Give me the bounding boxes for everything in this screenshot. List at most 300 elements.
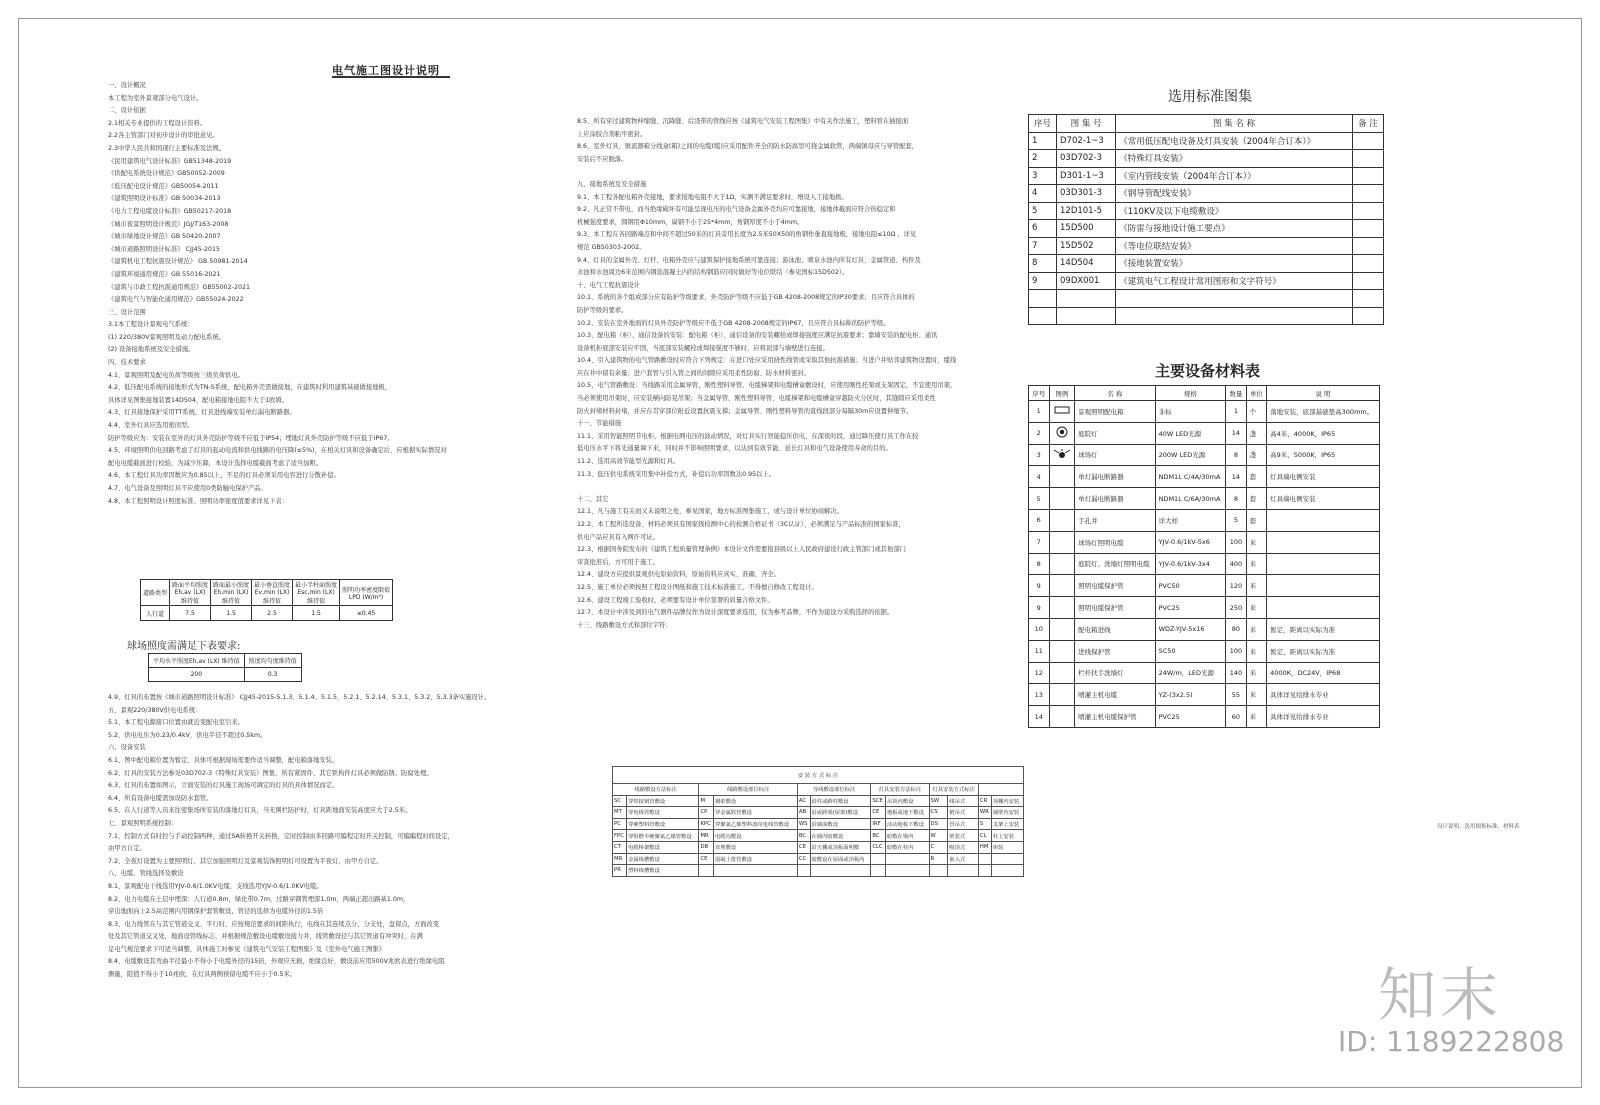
table-row [1029, 255, 1384, 273]
table-cell [1352, 237, 1383, 255]
table-cell: AB [797, 807, 810, 819]
note-line: 安装后不应脱落。 [577, 155, 628, 163]
legend-cell [1049, 662, 1075, 684]
table-cell [885, 853, 929, 865]
table-header-cell: 线路敷设部位标注 [699, 784, 797, 796]
table-cell: 盏 [1246, 422, 1267, 444]
table-cell: 管吊式 [948, 818, 979, 830]
table-cell: 200 [149, 668, 245, 682]
table-cell: 14D504 [1057, 255, 1116, 273]
table-cell: CE [871, 807, 886, 819]
table-cell [1029, 290, 1057, 308]
image-id: ID: 1189222808 [1338, 1025, 1565, 1058]
table-row [1029, 662, 1380, 684]
table-cell: 12 [1029, 662, 1050, 684]
table-cell: 米 [1246, 684, 1267, 706]
table-cell: 沿柱或跨柱敷设 [810, 795, 871, 807]
note-line: 处及其它管道交叉处，地面设管线标志，并根据规范敷设电缆敷设接力井，线管敷设径与其它管道有冲突时，在满 [108, 933, 423, 941]
table-cell: 电缆桥架敷设 [627, 841, 699, 853]
note-line: 10.3、配电箱（柜）、通信设备的安装：配电箱（柜）、通信设备的安装螺栓或焊接强度应满足抗震要求；靠墙安装的配电柜、通讯 [577, 332, 938, 340]
equipment-table-title: 主要设备材料表 [1155, 362, 1261, 380]
table-cell: 100 [1226, 640, 1247, 662]
table-cell [948, 865, 979, 877]
table-cell: 5 [1226, 509, 1247, 531]
table-cell: 灯具端电侧安装 [1267, 488, 1380, 510]
note-line: 低电压水平下将光通量调下来，同时并不影响照明要求，以达到有效节能、延长灯具和电气设备使用寿命的目的。 [577, 445, 892, 453]
note-line: 11.2、选用高效节能型光源和灯具。 [577, 458, 680, 466]
table-cell [1352, 290, 1383, 308]
table-cell: 喷灌主机电缆保护管 [1075, 706, 1155, 728]
table-cell: MR [613, 853, 627, 865]
table-header-cell: 规格 [1155, 386, 1226, 401]
table-cell: 照明电缆保护管 [1075, 597, 1155, 619]
table-cell: 米 [1246, 553, 1267, 575]
table-cell: S [978, 818, 991, 830]
table-cell: 《特殊灯具安装》 [1116, 150, 1353, 168]
table-cell: IRF [871, 818, 886, 830]
table-cell: 2 [1029, 150, 1057, 168]
table-cell: CR [978, 795, 991, 807]
note-line: 8.6、室外灯具、镇流器箱分线盒(箱)之间的电缆(缆)应采用配件齐全的防水防腐型可挠金属软管，两端镇母应与导管配套， [577, 143, 918, 151]
table-cell: SC [613, 795, 627, 807]
note-line: 《建筑机电工程抗震设计规范》 GB 50981-2014 [108, 258, 248, 266]
table-header-cell: 道路类型 [141, 580, 170, 606]
table-row [1029, 150, 1384, 168]
table-row [1029, 444, 1380, 466]
note-line: 《城市绿地设计规范》GB 50420-2007 [108, 233, 221, 241]
left-column-notes [108, 80, 447, 508]
table-cell: 7.5 [170, 606, 211, 621]
legend-cell [1049, 684, 1075, 706]
table-cell [1352, 255, 1383, 273]
legend-cell [1049, 401, 1075, 423]
note-line: 11.1、采用智能照明节电柜，根据电网电压的波动情况，对灯具实行智能稳压供电，在深夜时段，通过降压使灯具工作在较 [577, 432, 919, 440]
note-line: 4.6、本工程灯具功率因数应为0.85以上，不足的灯具必须采用电容进行分散补偿。 [108, 472, 340, 480]
table-cell: 14 [1226, 466, 1247, 488]
table-cell: 10 [1029, 618, 1050, 640]
table-row [613, 865, 1024, 877]
table-cell: YZ-(3x2.5) [1155, 684, 1226, 706]
table-cell: 球场灯照明电缆 [1075, 531, 1155, 553]
note-line: 穿出地面向上2.5高范围内用钢保护套管敷设，管径的选择为电缆外径的1.5倍 [108, 908, 324, 916]
table-cell [1267, 597, 1380, 619]
note-line: 机械强度要求，圆钢用Φ10mm，扁钢不小于25*4mm，角钢厚度不小于4mm。 [577, 218, 804, 226]
table-cell: DS [929, 818, 948, 830]
note-line: 《电力工程电缆设计标准》GB50217-2018 [108, 207, 232, 215]
table-cell: YJV-0.6/1kV-3x4 [1155, 553, 1226, 575]
table-cell: 250 [1226, 597, 1247, 619]
table-cell: PVC25 [1155, 597, 1226, 619]
table-cell: 3 [1029, 167, 1057, 185]
table-cell: 落地安装，底部基础垫高300mm。 [1267, 401, 1380, 423]
table-cell: D702-1~3 [1057, 132, 1116, 150]
table-cell: SW [929, 795, 948, 807]
table-row [1029, 307, 1384, 325]
note-line: 10.5、电气管路敷设：当线路采用金属导管、刚性塑料导管、电缆梯架和电缆槽盒敷设时，应使用刚性托架或支架固定，不宜使用吊架， [577, 382, 957, 390]
table-cell [871, 853, 886, 865]
table-cell: 吸顶式 [948, 841, 979, 853]
table-cell: 《等电位联结安装》 [1116, 237, 1353, 255]
table-cell [929, 865, 948, 877]
table-row [1029, 167, 1384, 185]
table-row [1029, 237, 1384, 255]
table-cell: 穿焊接钢管敷设 [627, 795, 699, 807]
note-line: 足电气规范要求下可适当调整，具体施工时参见《建筑电气安装工程图集》及《室外电气施工图集》 [108, 945, 386, 953]
table-row [1029, 640, 1380, 662]
table-cell: 8 [1029, 255, 1057, 273]
table-cell: 200W LED光源 [1155, 444, 1226, 466]
note-line: 4.4、室外灯具应选用密闭型。 [108, 422, 194, 430]
table-cell: FPC [613, 830, 627, 842]
table-cell: 嵌入式 [948, 853, 979, 865]
table-cell: 直埋敷设 [713, 841, 797, 853]
table-cell: 暂定，距离以实际为准 [1267, 618, 1380, 640]
table-row [613, 841, 1024, 853]
table-cell: 套 [1246, 488, 1267, 510]
table-cell: WR [978, 807, 991, 819]
note-line [577, 166, 956, 179]
note-line: 4.2、低压配电系统的接地形式为TN-S系统，配电箱外壳需做接地，在建筑时利用建筑基础做接地极， [108, 384, 392, 392]
table-cell: 《常用低压配电设备及灯具安装（2004年合订本）》 [1116, 132, 1353, 150]
table-cell: DB [699, 841, 714, 853]
table-cell: 混凝土排管敷设 [713, 853, 797, 865]
table-header-cell: 路面最小照度 Eh,min (LX) 维持值 [211, 580, 252, 606]
table-cell: 穿聚氯乙烯塑料波纹电线管敷设 [713, 818, 797, 830]
table-cell: 球场灯 [1075, 444, 1155, 466]
table-cell: CC [797, 853, 810, 865]
lighting-standard-table [140, 579, 393, 621]
note-line: 测量，阻值不得小于10兆欧，在灯具两侧预留电缆不应小于0.5米。 [108, 971, 297, 979]
table-cell: 7 [1029, 531, 1050, 553]
legend-cell [1049, 618, 1075, 640]
note-line: 审查批准后，方可用于施工。 [577, 558, 659, 566]
note-line: 《建筑照明设计标准》GB 50034-2013 [108, 195, 221, 203]
table-cell: ≤0.45 [340, 606, 393, 621]
table-cell [1116, 290, 1353, 308]
table-cell: 活动地板下敷设 [885, 818, 929, 830]
table-cell [1352, 132, 1383, 150]
table-header-cell: 灯具安装方式标注 [929, 784, 978, 796]
table-row [1029, 575, 1380, 597]
table-cell: 吊顶内敷设 [885, 795, 929, 807]
table-cell: 1 [1029, 132, 1057, 150]
table-cell: 1.5 [211, 606, 252, 621]
legend-cell [1049, 466, 1075, 488]
table-cell: 穿阻燃半硬聚氯乙烯管敷设 [627, 830, 699, 842]
note-line: 4.3、灯具接地保护采用TT系统，灯具进线端安装单灯漏电断路器。 [108, 409, 296, 417]
table-cell: WS [797, 818, 810, 830]
table-row [1029, 684, 1380, 706]
table-cell: KPC [699, 818, 714, 830]
table-cell: CL [978, 830, 991, 842]
table-header-cell: 说 明 [1267, 386, 1380, 401]
table-cell: 6 [1029, 509, 1050, 531]
table-cell: 手孔井 [1075, 509, 1155, 531]
table-cell: 栏杆扶手洗墙灯 [1075, 662, 1155, 684]
note-line: 《低压配电设计规范》GB50054-2011 [108, 182, 219, 190]
note-line: 10.4、引入建筑物的电气管路敷设时应符合下列规定：在进口处应采用挠性线管或采取其他抗震措施；当进户井贴邻建筑物设置时，缆线 [577, 357, 957, 365]
standard-atlas-table [1028, 114, 1384, 325]
note-line: 八、电缆、管线选择及敷设 [108, 870, 184, 878]
table-cell: 2.5 [252, 606, 293, 621]
table-title-row [613, 767, 1024, 784]
table-header-cell: 导线敷设部位标注 [797, 784, 870, 796]
table-cell: 地板或地下敷设 [885, 807, 929, 819]
table-cell: 14 [1029, 706, 1050, 728]
note-line: 10.2、安装在室外地面的灯具外壳防护等级应不低于GB 4208-2008规定的IP67，且应符合具标称的防护等级。 [577, 319, 890, 327]
table-cell: 顶棚内安装 [991, 795, 1023, 807]
legend-cell [1049, 597, 1075, 619]
note-line: 10.1、系统的各个组成部分应有防护等级要求，外壳防护等级不应低于GB 4208-2008规定的IP30要求；且应符合具体的 [577, 294, 915, 302]
table-header-row [1029, 115, 1384, 133]
brand-logo: 知末 [1378, 961, 1503, 1029]
table-cell: 墙壁内安装 [991, 807, 1023, 819]
table-cell: 40W LED光源 [1155, 422, 1226, 444]
table-cell: MR [699, 830, 714, 842]
table-cell: 4 [1029, 466, 1050, 488]
table-cell: 60 [1226, 706, 1247, 728]
note-line: 12.2、本工程所选设备、材料必须具有国家级检测中心的检测合格证书（3C认证），必须满足与产品标准的国家标准， [577, 521, 905, 528]
table-cell [797, 865, 810, 877]
table-cell: 照明电缆保护管 [1075, 575, 1155, 597]
table-cell: 柱上安装 [991, 830, 1023, 842]
note-line: 2.1相关专业提供的工程设计资料。 [108, 119, 207, 127]
table-cell: 9 [1029, 597, 1050, 619]
table-cell: 沿或跨梁(屋架)敷设 [810, 807, 871, 819]
table-cell [1029, 307, 1057, 325]
table-cell: 100 [1226, 531, 1247, 553]
table-header-row [1029, 386, 1380, 401]
table-cell [885, 865, 929, 877]
table-cell: 米 [1246, 706, 1267, 728]
note-line: 11.3、低压供电系统采用集中补偿方式，补偿后功率因数达0.95以上。 [577, 470, 776, 478]
table-cell: 喷灌主机电缆 [1075, 684, 1155, 706]
table-cell: 2 [1029, 422, 1050, 444]
table-row [1029, 488, 1380, 510]
table-header-cell: 图 集 号 [1057, 115, 1116, 133]
table-cell: 1.5 [293, 606, 340, 621]
note-line: 8.1、景观配电干线选用YJV-0.6/1.0KV电缆，支线选用YJV-0.6/1.0KV电缆。 [108, 882, 323, 890]
table-cell [713, 865, 797, 877]
table-cell [699, 865, 714, 877]
note-line: 防护等级应为：安装在室外的灯具外壳防护等级不应低于IP54；埋地灯具外壳防护等级不应低于IP67。 [108, 434, 394, 442]
table-header-cell: 最小垂直照度 Ev,min (LX) 维持值 [252, 580, 293, 606]
table-header-row [613, 784, 1024, 796]
table-cell: 暗敷在梁内 [885, 830, 929, 842]
table-cell: 8 [1226, 488, 1247, 510]
note-line: 《城市夜景照明设计规范》JGJ/T163-2008 [108, 220, 229, 228]
table-cell: C [929, 841, 948, 853]
sport-lighting-table [148, 653, 302, 682]
table-cell [978, 865, 991, 877]
table-row [1029, 597, 1380, 619]
table-cell [1116, 307, 1353, 325]
note-line: 8.3、电力线管在与其它管道交叉、平行时，应按规范要求的间距执行，电线在其连续点分，分支处，盘留点，方面改变 [108, 920, 440, 928]
note-line: (1) 220/380V景观照明及动力配电系统。 [108, 333, 225, 341]
table-row [613, 807, 1024, 819]
table-cell: 暗敷在柱内 [885, 841, 929, 853]
installation-method-table [612, 766, 1024, 877]
table-cell: 详大样 [1155, 509, 1226, 531]
note-line: 9.1、本工程各配电箱外壳接地，要求接地电阻不大于1Ω，实测不满足要求时，增设人工接地极。 [577, 193, 848, 201]
table-cell: 盏 [1246, 444, 1267, 466]
table-cell: HM [978, 841, 991, 853]
table-cell [1267, 531, 1380, 553]
note-line: 十一、节能措施 [577, 420, 622, 428]
note-line: 六、设备安装 [108, 744, 146, 752]
note-line: 6.4、所有设备电缆需加设防水套管。 [108, 794, 213, 802]
note-line: 6.3、灯具的布置如图示，立面安装的灯具施工现场可调定的灯具的具体情况而定。 [108, 782, 339, 790]
note-line: 4.5、环境照明供电回路考虑了灯具的起动电流和供电线路的电压降(≤5%)，在相关灯具和设备确定后，应根据实际情况对 [108, 447, 447, 455]
table-row [1029, 553, 1380, 575]
table-cell: SC50 [1155, 640, 1226, 662]
table-cell: 庭院灯 [1075, 422, 1155, 444]
sport-light-icon [1053, 448, 1071, 462]
note-line: 4.1、景观照明及配电负荷等级按三级负荷供电。 [108, 371, 244, 379]
table-cell: 链吊式 [948, 807, 979, 819]
table-cell: 5 [1029, 202, 1057, 220]
table-header-cell: 序号 [1029, 115, 1057, 133]
legend-cell [1049, 488, 1075, 510]
legend-cell [1049, 706, 1075, 728]
table-cell: 09DX001 [1057, 272, 1116, 290]
table-cell: CP [699, 807, 714, 819]
table-header-cell: 数量 [1226, 386, 1247, 401]
note-line: 十二、其它 [577, 495, 609, 503]
note-line: 9.4、灯具的金属外壳、灯杆、电箱外壳应与建筑保护接地系统可靠连接；游泳池、喷泉水池内所有灯具、金属管道、构件及 [577, 256, 921, 264]
table-row [1029, 531, 1380, 553]
table-cell: 8 [1226, 444, 1247, 466]
table-cell: 人行道 [141, 606, 170, 621]
table-cell: 1 [1029, 401, 1050, 423]
table-cell: 03D301-3 [1057, 185, 1116, 203]
table-cell: 140 [1226, 662, 1247, 684]
note-line: 七、景观照明系统控制： [108, 819, 178, 827]
table-cell: CLC [871, 841, 886, 853]
table-cell: 11 [1029, 640, 1050, 662]
table-cell: BC [797, 830, 810, 842]
table-cell: 进线保护管 [1075, 640, 1155, 662]
note-line: 本工程为室外景观部分电气设计。 [108, 94, 203, 102]
table-cell: 壁装式 [948, 830, 979, 842]
table-row [613, 853, 1024, 865]
table-cell [1057, 307, 1116, 325]
table-cell: 《接地装置安装》 [1116, 255, 1353, 273]
note-line: 防火封堵材料封堵，并应在贯穿部位附近设置抗震支撑；金属导管、刚性塑料导管的直线段部分每隔30m应设置伸缩节。 [577, 407, 913, 415]
note-line: 一、设计概况 [108, 82, 146, 89]
table-cell: 米 [1246, 662, 1267, 684]
note-line: 设备机柜底部安装应牢固，当底部安装螺栓或焊接强度不够时，应将顶部与墙壁进行连接。 [577, 344, 829, 352]
table-row [1029, 185, 1384, 203]
table-cell: CE [797, 841, 810, 853]
note-line: 五、景观220/380V供电电系统： [108, 706, 202, 714]
table-cell: 《建筑电气工程设计常用图形和文字符号》 [1116, 272, 1353, 290]
table-row [1029, 272, 1384, 290]
note-line: 十、电气工程抗震设计 [577, 281, 640, 289]
table-cell: 暂定，距离以实际为准 [1267, 640, 1380, 662]
table-cell [1267, 509, 1380, 531]
note-line: 8.5、所有穿过建筑物伸缩缝、沉降缝、后浇带的管线应按《建筑电气安装工程图集》中有关作法施工，塑料管在插接面 [577, 118, 909, 125]
title-underline [332, 76, 450, 78]
note-line: 12.7、本设计中涉及到的电气器件品牌仅作为设计深度要求选用，仅为参考品牌，不作为建设方采购选择的依据。 [577, 609, 894, 617]
table-cell: PC [613, 818, 627, 830]
table-cell: WDZ-YJV-5x16 [1155, 618, 1226, 640]
table-cell [871, 865, 886, 877]
table-cell: NDM1L C/4A/30mA [1155, 466, 1226, 488]
table-cell: 《钢导管配线安装》 [1116, 185, 1353, 203]
note-line: 7.2、全夜灯设置为主要照明灯，其它加强照明灯及景观装饰照明灯可设置为半夜灯，由甲方自定。 [108, 857, 383, 865]
table-cell: 9 [1029, 575, 1050, 597]
note-line: 四、技术要求 [108, 359, 146, 367]
box-icon [1054, 406, 1070, 416]
table-row [1029, 422, 1380, 444]
table-cell: 景观照明配电箱 [1075, 401, 1155, 423]
table-cell: 配电箱进线 [1075, 618, 1155, 640]
table-cell [1352, 202, 1383, 220]
table-cell: 米 [1246, 575, 1267, 597]
table-header-cell: 单位 [1246, 386, 1267, 401]
note-line: 12.1、凡与施工有关而又未说明之处，参见国家，地方标准图集施工，或与设计单位协商解决。 [577, 508, 843, 516]
table-cell: PVC50 [1155, 575, 1226, 597]
note-line: 12.3、根据国务院发布的《建筑工程质量管理条例》本设计文件需要报县级以上人民政府建设行政主管部门或其他部门 [577, 546, 906, 554]
table-cell: 80 [1226, 618, 1247, 640]
note-line: 三、设计范围 [108, 308, 146, 316]
table-cell: 0.3 [244, 668, 301, 682]
note-line: 2.2各主管部门对初步设计的审批意见。 [108, 132, 219, 140]
table-cell: 15D500 [1057, 220, 1116, 238]
table-cell: 米 [1246, 618, 1267, 640]
table-cell: YJV-0.6/1kV-5x6 [1155, 531, 1226, 553]
table-cell: 6 [1029, 220, 1057, 238]
note-line: 9.3、本工程在各回路端点和中间不超过50米的灯具旁用长度为2.5米50X50的角钢作垂直接地极，接地电阻≤10Ω ，详见 [577, 231, 917, 239]
note-line: 12.6、建设工程竣工验收时，必须要有设计单位签署的质量合格文件。 [577, 596, 774, 604]
table-cell: W [929, 830, 948, 842]
note-line: 供电产品应具有入网许可证。 [577, 533, 659, 541]
table-cell: 12D101-5 [1057, 202, 1116, 220]
table-cell: 个 [1246, 401, 1267, 423]
table-row [1029, 401, 1380, 423]
table-row [1029, 618, 1380, 640]
table-cell: 9 [1029, 272, 1057, 290]
table-header-cell: 灯具安装方法标注 [871, 784, 929, 796]
table-cell: 穿硬塑料管敷设 [627, 818, 699, 830]
table-cell: 55 [1226, 684, 1247, 706]
table-cell: 400 [1226, 553, 1247, 575]
note-line: 《供配电系统设计规范》GB50052-2009 [108, 170, 225, 178]
table-cell [1057, 290, 1116, 308]
table-cell: 座装 [991, 841, 1023, 853]
sport-lighting-title: 球场照度需满足下表要求: [127, 641, 241, 652]
table-cell: 13 [1029, 684, 1050, 706]
note-line: 12.5、施工单位必须按照工程设计图纸和施工技术标准施工，不得擅自修改工程设计。 [577, 583, 818, 591]
table-cell: PVC25 [1155, 706, 1226, 728]
table-cell: PR [613, 865, 627, 877]
table-cell: 单灯漏电断路器 [1075, 488, 1155, 510]
note-line: 6.1、图中配电箱位置为暂定，具体可根据现场需要作适当调整，配电箱落地安装。 [108, 756, 339, 764]
table-row [1029, 220, 1384, 238]
table-cell [1352, 185, 1383, 203]
table-row [1029, 509, 1380, 531]
table-cell: 24W/m，LED光源 [1155, 662, 1226, 684]
table-cell: 庭院灯、洗墙灯照明电缆 [1075, 553, 1155, 575]
table-header-cell: 照明功率密度限值 LPD (W/m²) [340, 580, 393, 606]
table-cell: 8 [1029, 553, 1050, 575]
table-title-cell: 安 装 方 式 标 注 [613, 767, 1024, 784]
middle-column-notes [577, 116, 956, 632]
legend-cell [1049, 553, 1075, 575]
equipment-material-table [1028, 385, 1380, 728]
table-cell: 套 [1246, 509, 1267, 531]
